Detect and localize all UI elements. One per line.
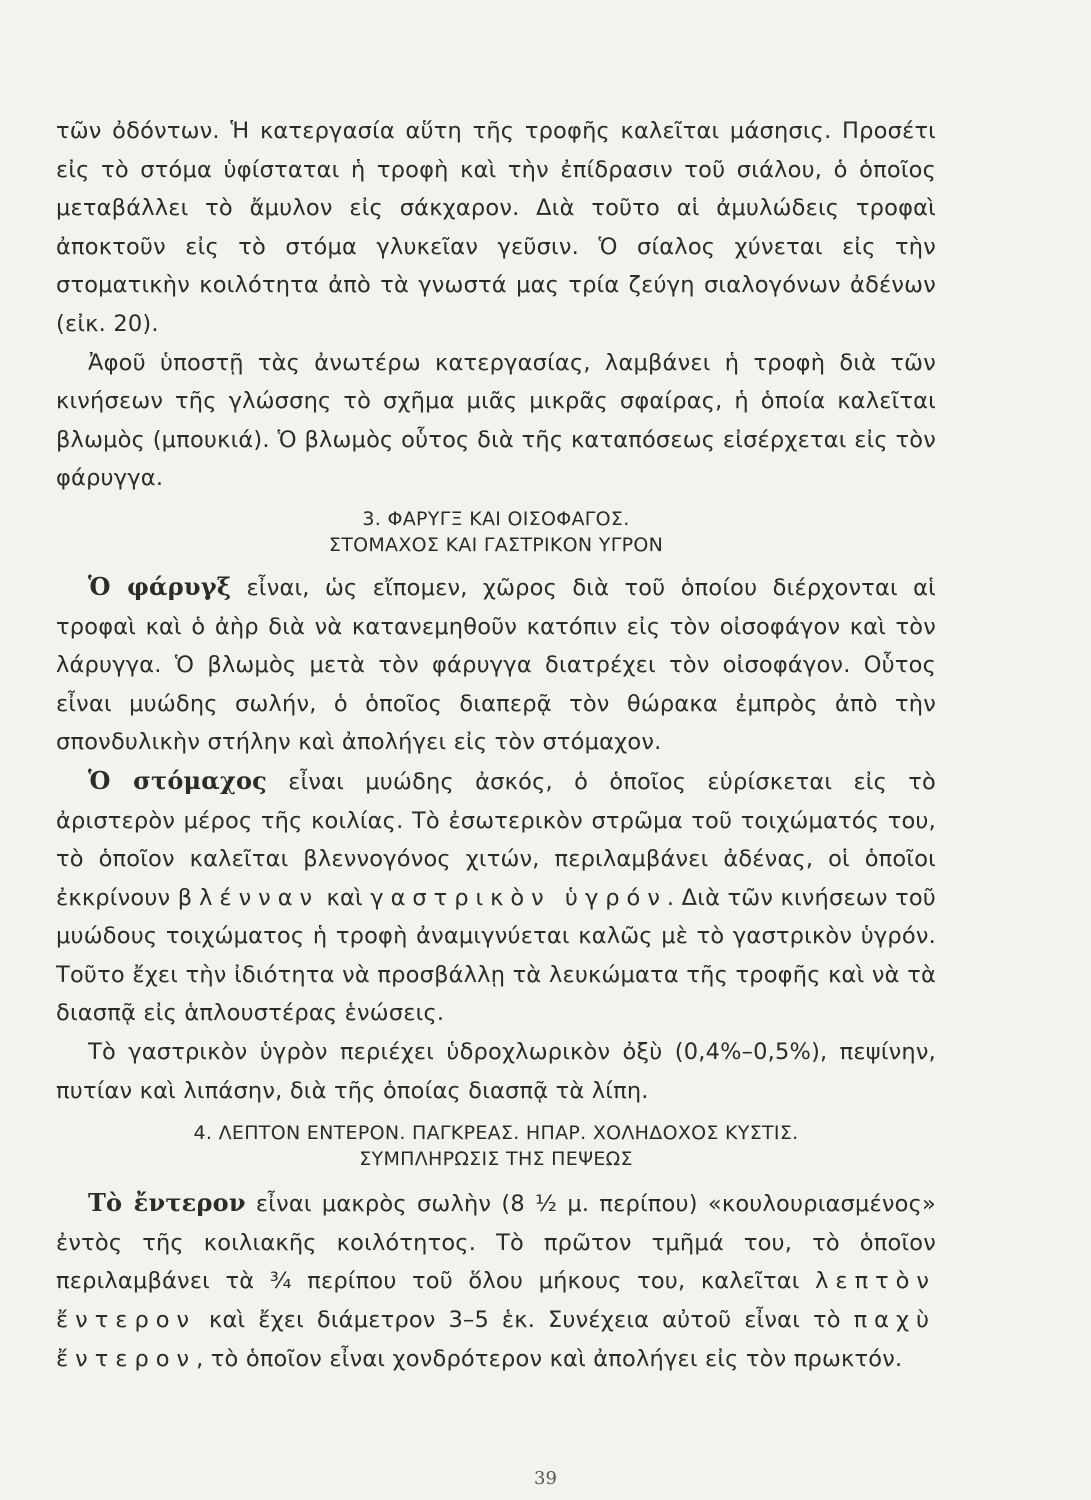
paragraph-pharynx-text: εἶναι, ὡς εἴπομεν, χῶρος διὰ τοῦ ὁποίου διέρχονται αἱ τροφαὶ καὶ ὁ ἀὴρ διὰ νὰ κατανεμηθοῦν κατόπιν εἰς τὸν οἰσοφάγον καὶ τὸν λάρυγγα. Ὁ βλωμὸς μετὰ τὸν φάρυγγα διατρέχει τὸν οἰσοφάγον. Οὗτος εἶναι μυώδης σωλήν, ὁ ὁποῖος διαπερᾷ τὸν θώρακα ἐμπρὸς ἀπὸ τὴν σπονδυλικὴν στήλην καὶ ἀπολήγει εἰς τὸν στόμαχον. [56,574,936,756]
spaced-term-gastric-juice: γαστρικὸν ὑγρόν [370,884,667,911]
paragraph-stomach-text-2: καὶ [319,884,371,911]
section-heading-4-line2: ΣΥΜΠΛΗΡΩΣΙΣ ΤΗΣ ΠΕΨΕΩΣ [359,1148,633,1171]
paragraph-intestine-text-3: , τὸ ὁποῖον εἶναι χονδρότερον καὶ ἀπολήγει εἰς τὸν πρωκτόν. [196,1345,903,1372]
spaced-term-small-intestine: λεπτὸν ἔντερον [56,1268,936,1334]
body-text [56,112,936,1378]
paragraph-stomach-text-1: εἶναι μυώδης ἀσκός, ὁ ὁποῖος εὑρίσκεται εἰς τὸ ἀριστερὸν μέρος τῆς κοιλίας. Τὸ ἐσωτερικὸν στρῶμα τοῦ τοιχώματός του, τὸ ὁποῖον καλεῖται βλεννογόνος χιτών, περιλαμβάνει ἀδένας, οἱ ὁποῖοι ἐκκρίνουν [56,768,936,911]
paragraph-bolus: Ἀφοῦ ὑποστῇ τὰς ἀνωτέρω κατεργασίας, λαμβάνει ἡ τροφὴ διὰ τῶν κινήσεων τῆς γλώσσης τὸ σχῆμα μιᾶς μικρᾶς σφαίρας, ἡ ὁποία καλεῖται βλωμὸς (μπουκιά). Ὁ βλωμὸς οὗτος διὰ τῆς καταπόσεως εἰσέρχεται εἰς τὸν φάρυγγα. [56,349,936,492]
paragraph-intestine-text-1: εἶναι μακρὸς σωλὴν (8 ½ μ. περίπου) «κουλουριασμένος» ἐντὸς τῆς κοιλιακῆς κοιλότητος. Τὸ πρῶτον τμῆμά του, τὸ ὁποῖον περιλαμβάνει τὰ ¾ περίπου τοῦ ὅλου μήκους του, καλεῖται [56,1191,936,1295]
section-heading-4 [56,1120,936,1172]
paragraph-stomach-text-3: . Διὰ τῶν κινήσεων τοῦ μυώδους τοιχώματος ἡ τροφὴ ἀναμιγνύεται καλῶς μὲ τὸ γαστρικὸν ὑγρόν. Τοῦτο ἔχει τὴν ἰδιότητα νὰ προσβάλλῃ τὰ λευκώματα τῆς τροφῆς καὶ νὰ τὰ διασπᾷ εἰς ἁπλουστέρας ἑνώσεις. [56,884,936,1027]
spaced-term-mucus: βλένναν [177,884,320,911]
paragraph-intestine [56,1184,936,1378]
term-intestine: Τὸ ἔντερον [88,1188,246,1218]
section-heading-3-line1: 3. ΦΑΡΥΓΞ ΚΑΙ ΟΙΣΟΦΑΓΟΣ. [362,507,630,530]
paragraph-pharynx [56,568,936,762]
term-stomach: Ὁ στόμαχος [88,765,267,795]
spaced-term-large-intestine: παχὺ ἔντερον [56,1307,936,1372]
paragraph-intestine-text-2: καὶ ἔχει διάμετρον 3–5 ἑκ. Συνέχεια αὐτοῦ εἶναι τὸ [196,1307,854,1334]
section-heading-3-line2: ΣΤΟΜΑΧΟΣ ΚΑΙ ΓΑΣΤΡΙΚΟΝ ΥΓΡΟΝ [328,533,664,556]
paragraph-gastric-juice: Τὸ γαστρικὸν ὑγρὸν περιέχει ὑδροχλωρικὸν ὀξὺ (0,4%–0,5%), πεψίνην, πυτίαν καὶ λιπάσην, διὰ τῆς ὁποίας διασπᾷ τὰ λίπη. [56,1039,936,1104]
section-heading-4-line1: 4. ΛΕΠΤΟΝ ΕΝΤΕΡΟΝ. ΠΑΓΚΡΕΑΣ. ΗΠΑΡ. ΧΟΛΗΔΟΧΟΣ ΚΥΣΤΙΣ. [193,1122,799,1145]
paragraph-stomach [56,762,936,1033]
paragraph-mastication: τῶν ὀδόντων. Ἡ κατεργασία αὕτη τῆς τροφῆς καλεῖται μάσησις. Προσέτι εἰς τὸ στόμα ὑφίσταται ἡ τροφὴ καὶ τὴν ἐπίδρασιν τοῦ σιάλου, ὁ ὁποῖος μεταβάλλει τὸ ἄμυλον εἰς σάκχαρον. Διὰ τοῦτο αἱ ἀμυλώδεις τροφαὶ ἀποκτοῦν εἰς τὸ στόμα γλυκεῖαν γεῦσιν. Ὁ σίαλος χύνεται εἰς τὴν στοματικὴν κοιλότητα ἀπὸ τὰ γνωστά μας τρία ζεύγη σιαλογόνων ἀδένων (εἰκ. 20). [56,118,936,337]
term-pharynx: Ὁ φάρυγξ [88,571,232,601]
section-heading-3 [56,506,936,558]
page-number: 39 [534,1468,557,1489]
